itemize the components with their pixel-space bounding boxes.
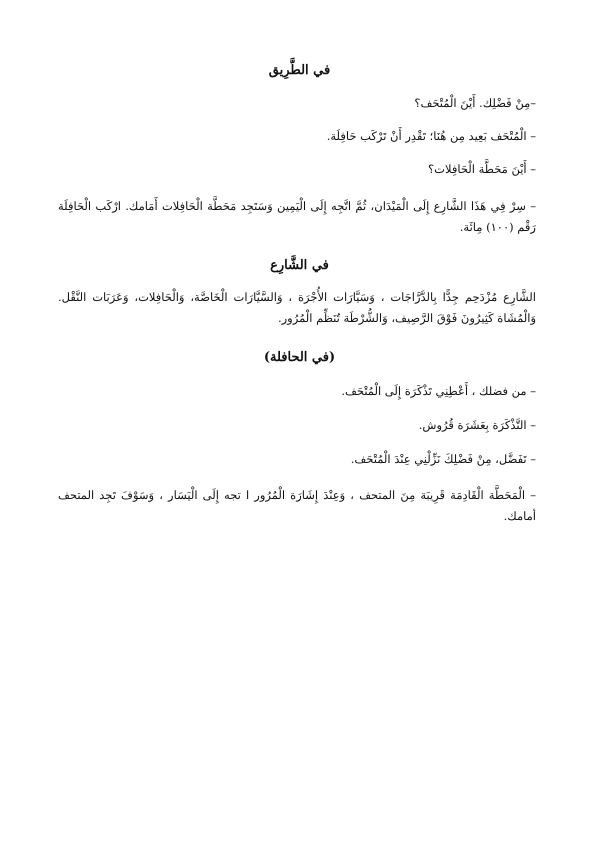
section-title-in-the-bus: (في الحافلة) bbox=[263, 350, 336, 365]
dialogue-line: – من فضلك ، أَعْطِنِي تَذْكَرَة إِلَى الْمُتْحَف. bbox=[341, 384, 536, 398]
dialogue-line: – الْمُتْحَف بَعِيد مِن هُنَا؛ تَقْدِر أَنْ تَرْكَب حَافِلَة. bbox=[326, 129, 536, 143]
dialogue-line: – التَّذْكَرَة بِعَشَرَة قُرُوش. bbox=[418, 418, 536, 432]
dialogue-line: – الْمَحَطَّة الْقَادِمَة قَرِيبَة مِنَ المتحف ، وَعِنْدَ إِشَارَة الْمُرُور ا تجه إِلَى الْيَسَار ، وَسَوْفَ تَجِد المتحف أمامك. bbox=[58, 488, 536, 523]
section-title-in-the-street: في الشَّارِع bbox=[270, 258, 329, 273]
street-paragraph: الشَّارِع مُزْدَحِم جِدًّا بِالدَّرَّاجَات ، وَسَيَّارَات الأُجْرَة ، وَالسَّيَّارَات الْخَاصَّة، وَالْحَافِلات، وَعَرَبَات النَّقْل. وَالْمُشَاة كَثِيرُونَ فَوْقَ الرَّصِيف، وَالشُّرْطَة تُنَظِّم الْمُرُور. bbox=[58, 290, 536, 325]
dialogue-line: –مِنْ فَضْلِك. أَيْنَ الْمُتْحَف؟ bbox=[414, 96, 536, 110]
dialogue-line: – أَيْنَ مَحَطَّة الْحَافِلات؟ bbox=[428, 162, 536, 176]
section-title-on-the-road: في الطَّرِيق bbox=[268, 63, 331, 78]
dialogue-line: – سِرْ فِي هَذَا الشَّارِع إِلَى الْمَيْدَان، ثُمَّ اتَّجِه إِلَى الْيَمِين وَسَتَجِد مَحَطَّة الْحَافِلات أَمَامك. ارْكَب الْحَافِلَة رَقْم (١٠٠) مِائَة. bbox=[58, 199, 536, 234]
dialogue-line: – تَفَضَّل، مِنْ فَضْلِكَ نَزِّلْنِي عِنْدَ الْمُتْحَف. bbox=[350, 452, 536, 466]
